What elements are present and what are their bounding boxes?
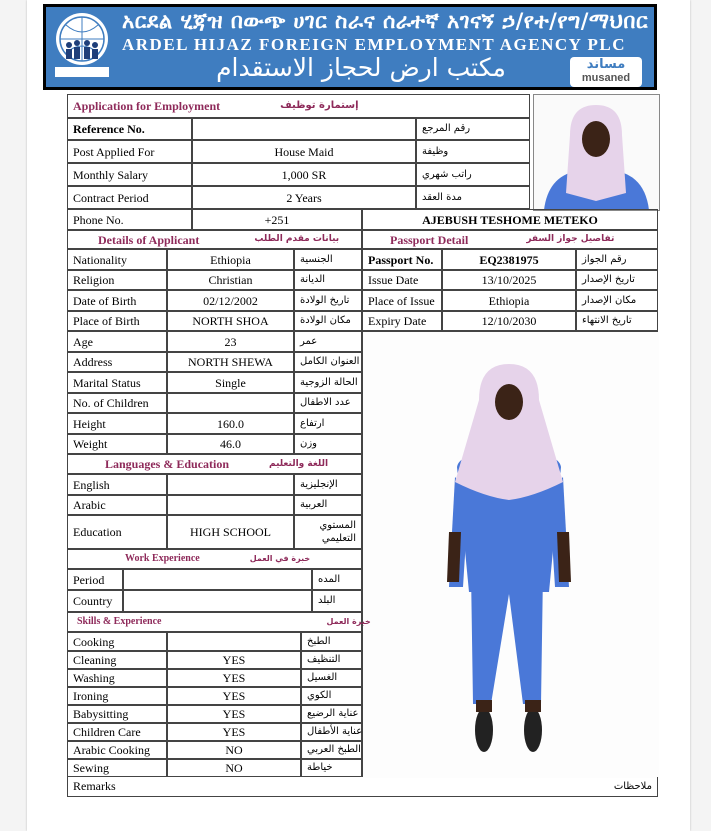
- cleaning-label-arabic: التنظيف: [301, 651, 362, 669]
- arabic-label-arabic: العربية: [294, 495, 362, 515]
- passport-no-label: Passport No.: [362, 249, 442, 270]
- address-label-arabic: العنوان الكامل: [294, 352, 362, 372]
- issue-date-label: Issue Date: [362, 270, 442, 290]
- education-value: HIGH SCHOOL: [167, 515, 294, 549]
- marital-label: Marital Status: [67, 372, 167, 393]
- country-label: Country: [67, 590, 123, 612]
- country-value: [123, 590, 312, 612]
- applicant-full-photo: [362, 331, 658, 777]
- post-value: House Maid: [192, 140, 416, 163]
- contract-label: Contract Period: [67, 186, 192, 209]
- ironing-label-arabic: الكوي: [301, 687, 362, 705]
- place-of-issue-label-arabic: مكان الإصدار: [576, 290, 658, 311]
- cleaning-label: Cleaning: [67, 651, 167, 669]
- children-label-arabic: عدد الاطفال: [294, 393, 362, 413]
- dob-label-arabic: تاريخ الولادة: [294, 290, 362, 311]
- marital-label-arabic: الحالة الزوجية: [294, 372, 362, 393]
- age-label-arabic: عمر: [294, 331, 362, 352]
- country-label-arabic: البلد: [312, 590, 362, 612]
- english-value: [167, 474, 294, 495]
- applicant-section-header: [67, 230, 362, 249]
- languages-section-title-arabic: اللغة والتعليم: [269, 458, 329, 469]
- issue-date-value: 13/10/2025: [442, 270, 576, 290]
- education-label-arabic: المستوي التعليمي: [294, 515, 362, 549]
- applicant-headshot: [533, 94, 660, 211]
- arabic-cooking-label-arabic: الطبخ العربي: [301, 741, 362, 759]
- children-care-label: Children Care: [67, 723, 167, 741]
- expiry-date-label-arabic: تاريخ الانتهاء: [576, 311, 658, 331]
- cooking-value: [167, 632, 301, 651]
- period-value: [123, 569, 312, 590]
- cooking-label: Cooking: [67, 632, 167, 651]
- english-label-arabic: الإنجليزية: [294, 474, 362, 495]
- musaned-logo-arabic: مساند: [586, 57, 626, 72]
- skills-section-header: [67, 612, 371, 632]
- arabic-label: Arabic: [67, 495, 167, 515]
- nationality-label-arabic: الجنسية: [294, 249, 362, 270]
- english-label: English: [67, 474, 167, 495]
- nationality-value: Ethiopia: [167, 249, 294, 270]
- age-value: 23: [167, 331, 294, 352]
- reference-label-arabic: رقم المرجع: [416, 118, 530, 140]
- arabic-cooking-value: NO: [167, 741, 301, 759]
- period-label: Period: [67, 569, 123, 590]
- applicant-section-title: Details of Applicant: [98, 232, 200, 247]
- skills-section-title-arabic: خبرة العمل: [326, 617, 371, 626]
- languages-section-header: [67, 454, 362, 474]
- washing-label: Washing: [67, 669, 167, 687]
- applicant-section-title-arabic: بيانات مقدم الطلب: [254, 234, 340, 244]
- expiry-date-label: Expiry Date: [362, 311, 442, 331]
- passport-section-title-arabic: تفاصيل جواز السفر: [526, 234, 615, 244]
- address-value: NORTH SHEWA: [167, 352, 294, 372]
- address-label: Address: [67, 352, 167, 372]
- weight-value: 46.0: [167, 434, 294, 454]
- children-label: No. of Children: [67, 393, 167, 413]
- musaned-logo-english: musaned: [581, 72, 631, 84]
- post-label: Post Applied For: [67, 140, 192, 163]
- passport-section-title: Passport Detail: [390, 232, 469, 247]
- full-body-image-icon: [363, 332, 659, 778]
- work-section-title-arabic: خبرة في العمل: [249, 554, 311, 563]
- ironing-label: Ironing: [67, 687, 167, 705]
- religion-label: Religion: [67, 270, 167, 290]
- ironing-value: YES: [167, 687, 301, 705]
- arabic-cooking-label: Arabic Cooking: [67, 741, 167, 759]
- marital-value: Single: [167, 372, 294, 393]
- remarks-row: [67, 777, 658, 797]
- pob-value: NORTH SHOA: [167, 311, 294, 331]
- remarks-label-arabic: ملاحظات: [613, 781, 652, 792]
- washing-label-arabic: الغسيل: [301, 669, 362, 687]
- agency-name-amharic: አርደል ሂጃዝ በውጭ ሀገር ስራና ሰራተኛ አገናኝ ኃ/የተ/የግ/ማህበር: [122, 9, 649, 33]
- babysitting-label: Babysitting: [67, 705, 167, 723]
- religion-label-arabic: الديانة: [294, 270, 362, 290]
- reference-value: [192, 118, 416, 140]
- period-label-arabic: المده: [312, 569, 362, 590]
- sewing-label-arabic: خياطة: [301, 759, 362, 777]
- passport-no-value: EQ2381975: [442, 249, 576, 270]
- weight-label: Weight: [67, 434, 167, 454]
- contract-label-arabic: مدة العقد: [416, 186, 530, 209]
- children-value: [167, 393, 294, 413]
- nationality-label: Nationality: [67, 249, 167, 270]
- application-title-row: [67, 94, 530, 118]
- pob-label: Place of Birth: [67, 311, 167, 331]
- phone-label: Phone No.: [67, 209, 192, 230]
- work-section-header: [67, 549, 362, 569]
- contract-value: 2 Years: [192, 186, 416, 209]
- post-label-arabic: وظيفة: [416, 140, 530, 163]
- pob-label-arabic: مكان الولادة: [294, 311, 362, 331]
- agency-banner: [43, 4, 657, 90]
- agency-name-arabic: مكتب ارض لحجاز الاستقدام: [216, 53, 506, 82]
- age-label: Age: [67, 331, 167, 352]
- height-value: 160.0: [167, 413, 294, 434]
- height-label: Height: [67, 413, 167, 434]
- applicant-name: AJEBUSH TESHOME METEKO: [362, 209, 658, 230]
- place-of-issue-label: Place of Issue: [362, 290, 442, 311]
- education-label: Education: [67, 515, 167, 549]
- languages-section-title: Languages & Education: [105, 457, 230, 471]
- salary-label: Monthly Salary: [67, 163, 192, 186]
- dob-label: Date of Birth: [67, 290, 167, 311]
- musaned-logo: [570, 57, 642, 87]
- salary-value: 1,000 SR: [192, 163, 416, 186]
- sewing-value: NO: [167, 759, 301, 777]
- work-section-title: Work Experience: [125, 553, 200, 564]
- washing-value: YES: [167, 669, 301, 687]
- salary-label-arabic: راتب شهري: [416, 163, 530, 186]
- religion-value: Christian: [167, 270, 294, 290]
- sewing-label: Sewing: [67, 759, 167, 777]
- application-title-arabic: إستمارة توظيف: [280, 100, 359, 111]
- height-label-arabic: ارتفاع: [294, 413, 362, 434]
- children-care-label-arabic: عناية الأطفال: [301, 723, 362, 741]
- remarks-label: Remarks: [73, 779, 116, 793]
- babysitting-label-arabic: عناية الرضيع: [301, 705, 362, 723]
- dob-value: 02/12/2002: [167, 290, 294, 311]
- arabic-value: [167, 495, 294, 515]
- phone-value: +251: [192, 209, 362, 230]
- passport-section-header: [362, 230, 658, 249]
- reference-label: Reference No.: [67, 118, 192, 140]
- passport-no-label-arabic: رقم الجواز: [576, 249, 658, 270]
- weight-label-arabic: وزن: [294, 434, 362, 454]
- agency-name-english: ARDEL HIJAZ FOREIGN EMPLOYMENT AGENCY PLC: [122, 35, 627, 54]
- expiry-date-value: 12/10/2030: [442, 311, 576, 331]
- children-care-value: YES: [167, 723, 301, 741]
- agency-logo-icon: [49, 9, 115, 81]
- place-of-issue-value: Ethiopia: [442, 290, 576, 311]
- babysitting-value: YES: [167, 705, 301, 723]
- headshot-image-icon: [534, 95, 659, 210]
- skills-section-title: Skills & Experience: [77, 616, 162, 627]
- application-title: Application for Employment: [73, 99, 221, 113]
- issue-date-label-arabic: تاريخ الإصدار: [576, 270, 658, 290]
- cooking-label-arabic: الطبخ: [301, 632, 362, 651]
- cleaning-value: YES: [167, 651, 301, 669]
